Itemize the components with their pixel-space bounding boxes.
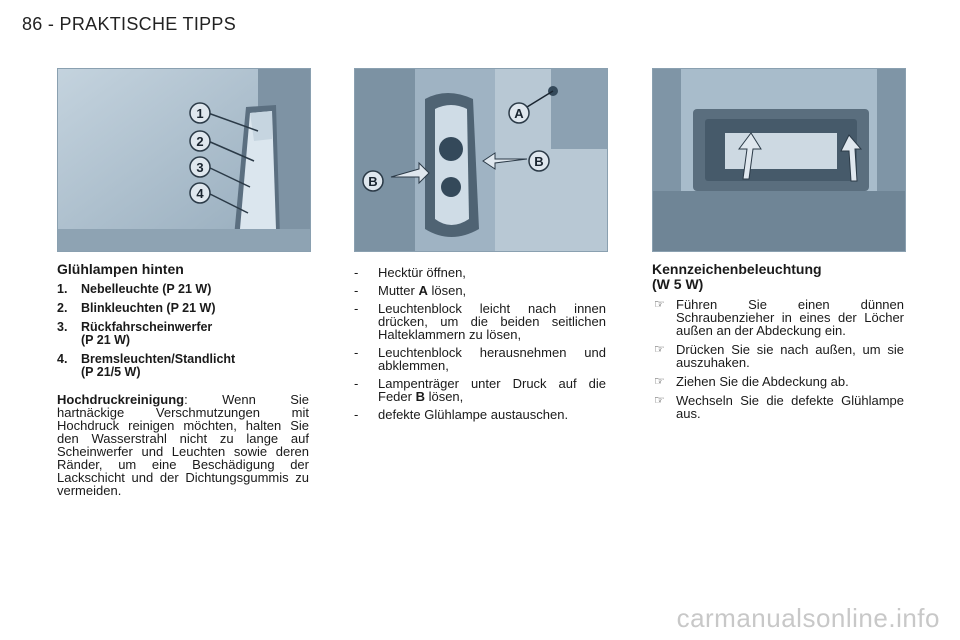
list-item: - Mutter A lösen,: [354, 283, 467, 298]
callout-B-right: B: [534, 154, 544, 169]
section-title: Kennzeichenbeleuchtung (W 5 W): [652, 261, 822, 292]
pointing-hand-icon: ☞: [654, 297, 665, 311]
list-item: 4. Bremsleuchten/Standlicht (P 21/5 W): [57, 352, 236, 379]
pressure-cleaning-note: [57, 393, 309, 497]
page-header: [22, 14, 236, 35]
figure-lamp-block: [354, 68, 608, 252]
list-item: 3. Rückfahrscheinwerfer (P 21 W): [57, 320, 213, 347]
list-item: - defekte Glühlampe austauschen.: [354, 407, 569, 422]
list-item: - Leuchtenblock leicht nach innen drücken, um die beiden seitlichen Halteklammern zu lösen,: [354, 301, 606, 342]
list-item: - Leuchtenblock herausnehmen und abklemmen,: [354, 345, 606, 373]
list-item: ☞ Drücken Sie sie nach außen, um sie auszuhaken.: [654, 342, 904, 370]
note-label: Hochdruckreinigung: [57, 392, 185, 407]
callout-B-left: B: [368, 174, 378, 189]
callout-A: A: [514, 106, 524, 121]
pointing-hand-icon: ☞: [654, 342, 665, 356]
watermark: carmanualsonline.info: [676, 603, 940, 633]
list-item: - Lampenträger unter Druck auf die Feder B lösen,: [354, 376, 606, 404]
list-item: ☞ Wechseln Sie die defekte Glühlampe aus.: [654, 393, 904, 421]
callout-3: 3: [196, 160, 204, 175]
page-title: PRAKTISCHE TIPPS: [59, 14, 237, 34]
callout-2: 2: [196, 134, 204, 149]
list-item: - Hecktür öffnen,: [354, 265, 466, 280]
callout-1: 1: [196, 106, 204, 121]
section-bulb-steps: [354, 262, 606, 426]
figure-plate-lamp: [652, 68, 906, 252]
page-number: 86: [22, 14, 43, 34]
list-item: ☞ Ziehen Sie die Abdeckung ab.: [654, 374, 849, 389]
list-item: ☞ Führen Sie einen dünnen Schraubenzieher in eines der Löcher außen an der Abdeckung ein.: [654, 297, 904, 338]
bulb-list: [57, 283, 309, 379]
tip-list: [652, 298, 904, 420]
figure-rear-lamp: [57, 68, 311, 252]
step-list: [354, 266, 606, 421]
header-separator: -: [42, 14, 60, 34]
pointing-hand-icon: ☞: [654, 393, 665, 407]
section-title: Glühlampen hinten: [57, 261, 184, 277]
pointing-hand-icon: ☞: [654, 374, 665, 388]
section-plate-lighting: [652, 262, 904, 426]
callout-4: 4: [196, 186, 204, 201]
section-rear-bulbs: [57, 262, 309, 497]
note-text: : Wenn Sie hartnäckige Verschmutzungen mit Hochdruck reinigen möchten, halten Sie den Wasserstrahl nicht zu lange auf Scheinwerfer und Leuchten sowie deren Ränder, um eine Beschädigung der Lackschicht und der Dichtungsgummis zu vermeiden.: [57, 392, 309, 498]
list-item: 2. Blinkleuchten (P 21 W): [57, 301, 216, 315]
list-item: 1. Nebelleuchte (P 21 W): [57, 282, 212, 296]
